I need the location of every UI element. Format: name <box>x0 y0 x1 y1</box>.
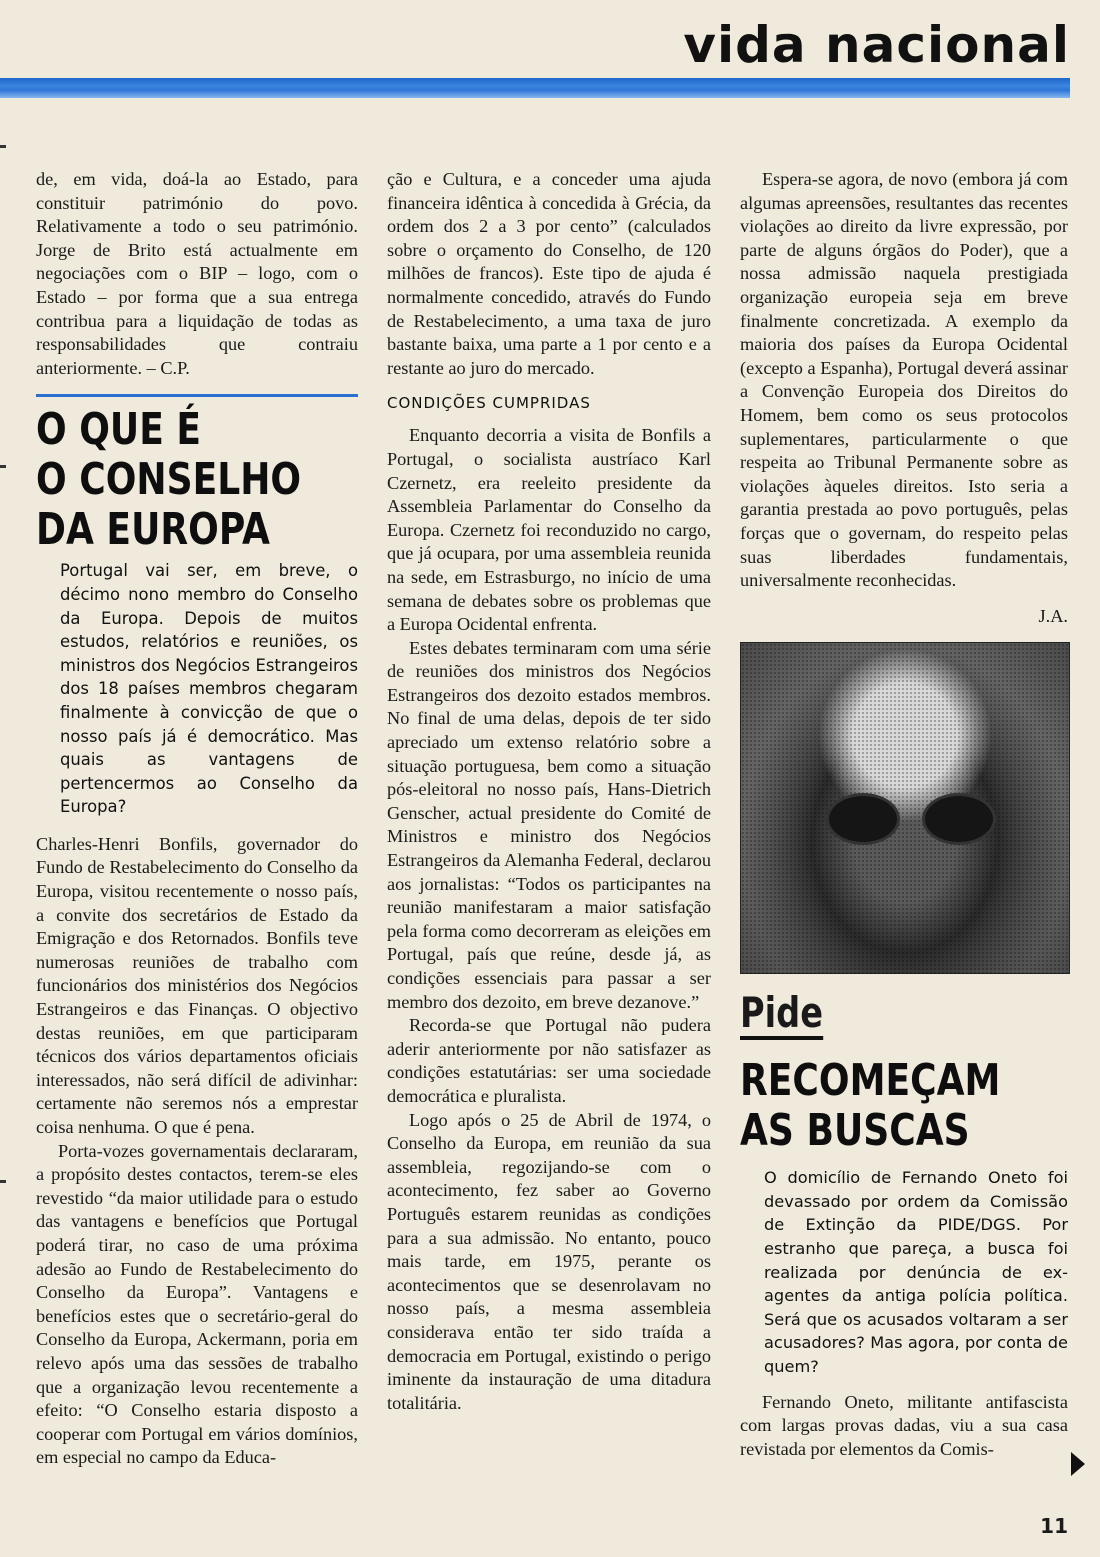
body-paragraph: Espera-se agora, de novo (embora já com algumas apreensões, resultantes das recentes violações ao direito da livre expressão, por parte de alguns órgãos do Poder), que a nossa admissão naquela prestigiada organização europeia seja em breve finalmente concretizada. A exemplo da maioria dos países da Europa Ocidental (excepto a Espanha), Portugal deverá assinar a Convenção Europeia dos Direitos do Homem, bem como os seus protocolos suplementares, particularmente o que respeita ao Tribunal Permanente sobre as violações àqueles direitos. Isto seria a garantia prestada ao povo português, pelas forças que o governam, do respeito pelas suas liberdades fundamentais, universalmente reconhecidas. <box>740 169 1068 591</box>
body-paragraph: ção e Cultura, e a conceder uma ajuda financeira idêntica à concedida à Grécia, da ordem dos 2 a 3 por cento” (calculados sobre o orçamento do Conselho, de 120 milhões de francos). Este tipo de ajuda é normalmente concedido, através do Fundo de Restabelecimento, a uma taxa de juro bastante baixa, uma parte a 1 por cento e a restante ao juro do mercado. <box>387 169 711 378</box>
continue-arrow-icon <box>1071 1452 1085 1476</box>
subheading: CONDIÇÕES CUMPRIDAS <box>387 394 591 413</box>
edge-mark <box>0 1180 6 1183</box>
edge-mark <box>0 465 6 468</box>
section-rule <box>36 394 358 397</box>
column-3 <box>740 168 1068 1461</box>
headline-line: O CONSELHO <box>36 454 302 506</box>
column-2 <box>387 168 711 1415</box>
kicker: Pide <box>740 990 823 1040</box>
body-paragraph: Estes debates terminaram com uma série de reuniões dos ministros dos Negócios Estrangeiros dos dezoito estados membros. No final de uma delas, depois de ter sido apreciado um extenso relatório sobre a situação portuguesa, bem como a situação pós-eleitoral no nosso país, Hans-Dietrich Genscher, actual presidente do Comité de Ministros e ministro dos Negócios Estrangeiros da Alemanha Federal, declarou aos jornalistas: “Todos os participantes na reunião manifestaram a maior satisfação pela forma como decorreram as eleições em Portugal, país que reúne, desde já, as condições essenciais para passar a ser membro dos dezoito, em breve dezanove.” <box>387 637 711 1012</box>
body-paragraph: Logo após o 25 de Abril de 1974, o Conselho da Europa, em reunião da sua assembleia, regozijando-se com o acontecimento, fez saber ao Governo Português estarem reunidas as condições para a sua admissão. No entanto, pouco mais tarde, em 1975, perante os acontecimentos que se desenrolavam no nosso país, a mesma assembleia considerava então ter sido traída a democracia em Portugal, existindo o perigo iminente da instauração de uma ditadura totalitária. <box>387 1109 711 1413</box>
headline <box>740 1056 1009 1156</box>
headline-line: RECOMEÇAM <box>740 1055 1001 1107</box>
headline-line: O QUE É <box>36 404 202 456</box>
article-lead: Portugal vai ser, em breve, o décimo nono membro do Conselho da Europa. Depois de muitos estudos, relatórios e reuniões, os ministros dos Negócios Estrangeiros dos 18 países membros chegaram finalmente à convicção de que o nosso país já é democrático. Mas quais as vantagens de pertencermos ao Conselho da Europa? <box>60 561 358 817</box>
body-paragraph: Fernando Oneto, militante antifascista com largas provas dadas, viu a sua casa revistada por elementos da Comis- <box>740 1391 1068 1459</box>
column-1 <box>36 168 358 1470</box>
section-title: vida nacional <box>683 16 1070 74</box>
author-signature: J.A. <box>1038 605 1068 626</box>
prev-article-end: de, em vida, doá-la ao Estado, para constituir património do povo. Relativamente a todo o seu património. Jorge de Brito está actualmente em negociações com o BIP – logo, com o Estado – por forma que a sua entrega contribua para a liquidação de todas as responsabilidades que contraiu anteriormente. – C.P. <box>36 169 358 378</box>
body-paragraph: Enquanto decorria a visita de Bonfils a Portugal, o socialista austríaco Karl Czernetz, era reeleito presidente da Assembleia Parlamentar do Conselho da Europa. Czernetz foi reconduzido no cargo, que já ocupara, por uma assembleia reunida na sede, em Estrasburgo, no início de uma semana de debates sobre os problemas que a Europa Ocidental enfrenta. <box>387 425 711 635</box>
page-number: 11 <box>1040 1514 1068 1538</box>
body-paragraph: Recorda-se que Portugal não pudera aderir anteriormente por não satisfazer as condições estatutárias: ser uma sociedade democrática e pluralista. <box>387 1015 711 1106</box>
body-paragraph: Porta-vozes governamentais declararam, a propósito destes contactos, terem-se eles revestido “da maior utilidade para o estudo das vantagens e benefícios que Portugal poderá tirar, no caso de uma próxima adesão ao Fundo de Restabelecimento do Conselho da Europa”. Vantagens e benefícios estes que o secretário-geral do Conselho da Europa, Ackermann, poria em relevo após uma das sessões de trabalho que a organização levou recentemente a efeito: “O Conselho estaria disposto a cooperar com Portugal em vários domínios, em especial no campo da Educa- <box>36 1140 358 1468</box>
glasses-shape <box>826 793 996 843</box>
article-lead: O domicílio de Fernando Oneto foi devassado por ordem da Comissão de Extinção da PIDE/DGS. Por estranho que pareça, a busca foi realizada por denúncia de ex-agentes da antiga polícia política. Será que os acusados voltaram a ser acusadores? Mas agora, por conta de quem? <box>764 1168 1068 1377</box>
headline-line: DA EUROPA <box>36 504 270 556</box>
headline-line: AS BUSCAS <box>740 1105 970 1157</box>
headline <box>36 405 300 555</box>
body-paragraph: Charles-Henri Bonfils, governador do Fundo de Restabelecimento do Conselho da Europa, visitou recentemente o nosso país, a convite dos secretários de Estado da Emigração e dos Retornados. Bonfils teve numerosas reuniões de trabalho com funcionários dos ministérios dos Negócios Estrangeiros e das Finanças. O objectivo destas reuniões, em que participaram técnicos dos vários departamentos oficiais interessados, não será difícil de adivinhar: certamente não seremos nós a emprestar coisa nenhuma. O que é pena. <box>36 833 358 1137</box>
edge-mark <box>0 145 6 148</box>
header-rule <box>0 78 1070 98</box>
portrait-photo <box>740 642 1070 974</box>
